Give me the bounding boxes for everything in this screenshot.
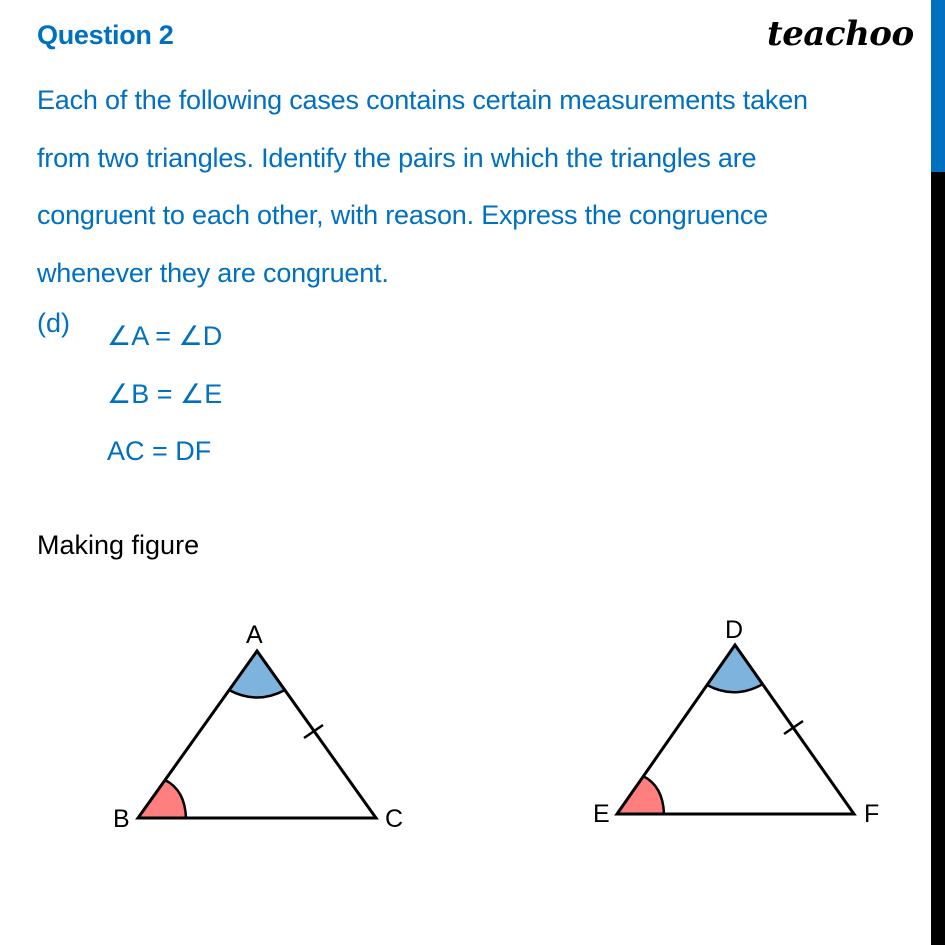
triangle-abc — [113, 621, 403, 833]
side-accent-bar-black — [931, 172, 945, 945]
side-ac-tick — [304, 725, 323, 738]
vertex-c-label: C — [385, 805, 404, 833]
angle-a-marker — [229, 651, 285, 698]
given-conditions — [107, 308, 222, 481]
part-label: (d) — [37, 308, 70, 338]
angle-d-marker — [707, 645, 763, 692]
side-accent-bar-blue — [931, 0, 945, 172]
vertex-b-label: B — [113, 805, 130, 833]
vertex-a-label: A — [246, 621, 263, 649]
vertex-e-label: E — [593, 800, 610, 828]
question-text — [37, 72, 907, 302]
teachoo-logo: teachoo — [767, 14, 914, 54]
question-line: from two triangles. Identify the pairs in which the triangles are — [37, 142, 757, 173]
vertex-d-label: D — [725, 616, 744, 644]
question-line: congruent to each other, with reason. Express the congruence — [37, 200, 768, 230]
triangles-figure — [0, 600, 930, 860]
figure-caption: Making figure — [37, 530, 200, 560]
given-item: AC = DF — [107, 436, 212, 466]
question-title: Question 2 — [37, 20, 174, 50]
question-line: Each of the following cases contains certain measurements taken — [37, 85, 808, 115]
vertex-f-label: F — [864, 800, 880, 828]
question-line: whenever they are congruent. — [37, 257, 389, 288]
given-item: ∠B = ∠E — [107, 378, 223, 409]
side-df-tick — [784, 721, 803, 734]
triangle-def — [593, 616, 879, 828]
given-item: ∠A = ∠D — [107, 321, 223, 351]
